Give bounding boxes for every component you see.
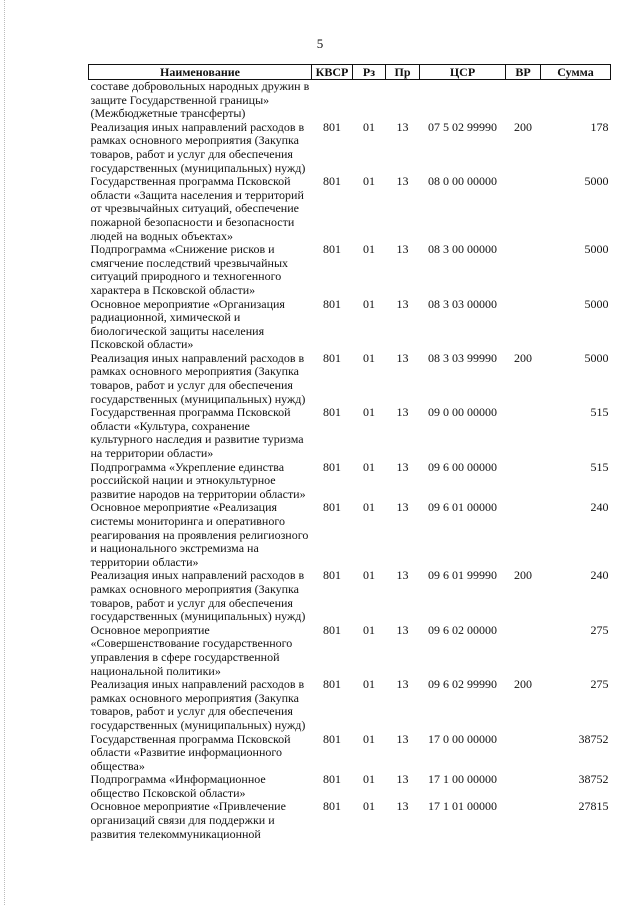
- cell-vr: [506, 501, 541, 569]
- cell-name: Основное мероприятие «Привлечение организаций связи для поддержки и развития телекоммуникационной: [90, 799, 286, 841]
- cell-csr: 09 6 01 99990: [428, 568, 497, 583]
- cell-rz: 01: [363, 174, 375, 189]
- cell-kvsr: 801: [323, 459, 341, 474]
- cell-sum: 240: [590, 568, 609, 583]
- cell-sum: 38752: [578, 731, 609, 746]
- cell-pr: [386, 80, 420, 121]
- cell-rz: 01: [363, 119, 375, 134]
- header-sum: Сумма: [541, 65, 611, 80]
- cell-kvsr: 801: [323, 500, 341, 515]
- cell-csr: 17 0 00 00000: [428, 731, 497, 746]
- table-row: [89, 773, 611, 800]
- cell-kvsr: 801: [323, 731, 341, 746]
- cell-csr: 07 5 02 99990: [428, 119, 497, 134]
- table-row: [89, 243, 611, 297]
- cell-sum: 5000: [584, 350, 609, 365]
- cell-vr: 200: [514, 677, 532, 692]
- header-csr: ЦСР: [420, 65, 506, 80]
- cell-csr: 08 0 00 00000: [428, 174, 497, 189]
- table-row: [89, 298, 611, 352]
- table-row: [89, 406, 611, 460]
- cell-sum: 5000: [584, 174, 609, 189]
- cell-vr: [506, 461, 541, 502]
- cell-kvsr: 801: [323, 296, 341, 311]
- cell-name: Реализация иных направлений расходов в рамках основного мероприятия (Закупка товаров, работ и услуг для обеспечения государственных (муниципальных) нужд): [90, 677, 306, 732]
- cell-pr: 13: [396, 799, 409, 814]
- table-row: [89, 800, 611, 841]
- cell-name: Подпрограмма «Снижение рисков и смягчение последствий чрезвычайных ситуаций природного и техногенного характера в Псковской области»: [90, 242, 289, 297]
- cell-csr: 09 6 02 99990: [428, 677, 497, 692]
- cell-rz: 01: [363, 242, 375, 257]
- cell-sum: 5000: [584, 296, 609, 311]
- cell-name: Подпрограмма «Укрепление единства российской нации и этнокультурное развитие народов на территории области»: [90, 459, 306, 501]
- cell-kvsr: 801: [323, 405, 341, 420]
- cell-vr: [506, 773, 541, 800]
- cell-sum: 27815: [578, 799, 609, 814]
- cell-pr: 13: [396, 622, 409, 637]
- cell-vr: [506, 243, 541, 297]
- cell-kvsr: 801: [323, 622, 341, 637]
- budget-table: [88, 64, 611, 841]
- cell-kvsr: 801: [323, 174, 341, 189]
- cell-name: Реализация иных направлений расходов в рамках основного мероприятия (Закупка товаров, работ и услуг для обеспечения государственных (муниципальных) нужд): [90, 568, 306, 624]
- cell-name: Государственная программа Псковской области «Развитие информационного общества»: [90, 731, 291, 773]
- cell-pr: 13: [396, 405, 409, 420]
- cell-vr: 200: [514, 568, 532, 583]
- cell-pr: 13: [396, 174, 409, 189]
- cell-csr: 08 3 03 00000: [428, 296, 497, 311]
- cell-csr: 17 1 00 00000: [428, 772, 497, 787]
- cell-vr: [506, 80, 541, 121]
- cell-name: Основное мероприятие «Организация радиационной, химической и биологической защиты населения Псковской области»: [90, 296, 285, 352]
- cell-vr: [506, 800, 541, 841]
- cell-rz: 01: [363, 500, 375, 515]
- cell-name: Реализация иных направлений расходов в рамках основного мероприятия (Закупка товаров, работ и услуг для обеспечения государственных (муниципальных) нужд): [90, 350, 306, 406]
- budget-table-container: [88, 64, 610, 841]
- cell-csr: 08 3 00 00000: [428, 242, 497, 257]
- header-pr: Пр: [386, 65, 420, 80]
- cell-name: Государственная программа Псковской области «Культура, сохранение культурного наследия и развитие туризма на территории области»: [90, 405, 304, 461]
- table-row: [89, 80, 611, 121]
- cell-rz: 01: [363, 772, 375, 787]
- cell-vr: [506, 406, 541, 460]
- cell-kvsr: 801: [323, 568, 341, 583]
- cell-pr: 13: [396, 772, 409, 787]
- cell-csr: 08 3 03 99990: [428, 350, 497, 365]
- cell-pr: 13: [396, 242, 409, 257]
- cell-rz: 01: [363, 568, 375, 583]
- cell-sum: 515: [590, 405, 609, 420]
- table-row: [89, 624, 611, 678]
- table-header-row: [89, 65, 611, 80]
- cell-sum: 240: [590, 500, 609, 515]
- cell-vr: [506, 298, 541, 352]
- cell-csr: 09 0 00 00000: [428, 405, 497, 420]
- cell-rz: 01: [363, 677, 375, 692]
- page-number: 5: [316, 36, 324, 51]
- header-name: Наименование: [89, 65, 312, 80]
- cell-kvsr: 801: [323, 350, 341, 365]
- cell-rz: 01: [363, 459, 375, 474]
- cell-rz: 01: [363, 622, 375, 637]
- cell-pr: 13: [396, 296, 409, 311]
- cell-vr: 200: [514, 350, 532, 365]
- table-row: [89, 461, 611, 502]
- cell-sum: 515: [590, 459, 609, 474]
- cell-csr: 17 1 01 00000: [428, 799, 497, 814]
- cell-csr: 09 6 01 00000: [428, 500, 497, 515]
- cell-kvsr: 801: [323, 242, 341, 257]
- table-row: [89, 501, 611, 569]
- cell-name: Реализация иных направлений расходов в рамках основного мероприятия (Закупка товаров, работ и услуг для обеспечения государственных (муниципальных) нужд): [90, 119, 306, 175]
- cell-sum: 275: [590, 622, 609, 637]
- cell-pr: 13: [396, 731, 409, 746]
- table-row: [89, 352, 611, 406]
- cell-rz: 01: [363, 405, 375, 420]
- table-row: [89, 175, 611, 243]
- cell-pr: 13: [396, 568, 409, 583]
- cell-name: Основное мероприятие «Реализация системы мониторинга и оперативного реагирования на проявления религиозного и национального экстремизма на территории области»: [90, 500, 309, 569]
- cell-rz: 01: [363, 296, 375, 311]
- cell-pr: 13: [396, 500, 409, 515]
- cell-pr: 13: [396, 350, 409, 365]
- cell-kvsr: 801: [323, 799, 341, 814]
- cell-kvsr: 801: [323, 772, 341, 787]
- cell-sum: [541, 80, 611, 121]
- header-vr: ВР: [506, 65, 541, 80]
- cell-sum: 275: [590, 677, 609, 692]
- header-kvsr: КВСР: [312, 65, 353, 80]
- cell-kvsr: 801: [323, 677, 341, 692]
- cell-sum: 38752: [578, 772, 609, 787]
- cell-sum: 5000: [584, 242, 609, 257]
- cell-rz: 01: [363, 799, 375, 814]
- page-edge-rule: [4, 0, 6, 905]
- cell-pr: 13: [396, 459, 409, 474]
- cell-name: Подпрограмма «Информационное общество Псковской области»: [90, 772, 266, 800]
- cell-name: составе добровольных народных дружин в защите Государственной границы» (Межбюджетные трансферты): [90, 79, 310, 121]
- cell-kvsr: 801: [323, 119, 341, 134]
- cell-vr: [506, 733, 541, 774]
- cell-pr: 13: [396, 119, 409, 134]
- cell-sum: 178: [590, 119, 609, 134]
- cell-name: Основное мероприятие «Совершенствование государственного управления в сфере государственной национальной политики»: [90, 622, 293, 678]
- table-row: [89, 678, 611, 732]
- cell-rz: 01: [363, 731, 375, 746]
- cell-vr: 200: [514, 119, 532, 134]
- cell-csr: 09 6 02 00000: [428, 622, 497, 637]
- cell-kvsr: [312, 80, 353, 121]
- table-row: [89, 569, 611, 623]
- table-row: [89, 733, 611, 774]
- cell-rz: [353, 80, 386, 121]
- cell-vr: [506, 175, 541, 243]
- cell-csr: [420, 80, 506, 121]
- cell-pr: 13: [396, 677, 409, 692]
- cell-name: Государственная программа Псковской области «Защита населения и территорий от чрезвычайных ситуаций, обеспечение пожарной безопасности и безопасности людей на водных объектах»: [90, 174, 304, 243]
- table-row: [89, 121, 611, 175]
- cell-csr: 09 6 00 00000: [428, 459, 497, 474]
- header-rz: Рз: [353, 65, 386, 80]
- cell-vr: [506, 624, 541, 678]
- cell-rz: 01: [363, 350, 375, 365]
